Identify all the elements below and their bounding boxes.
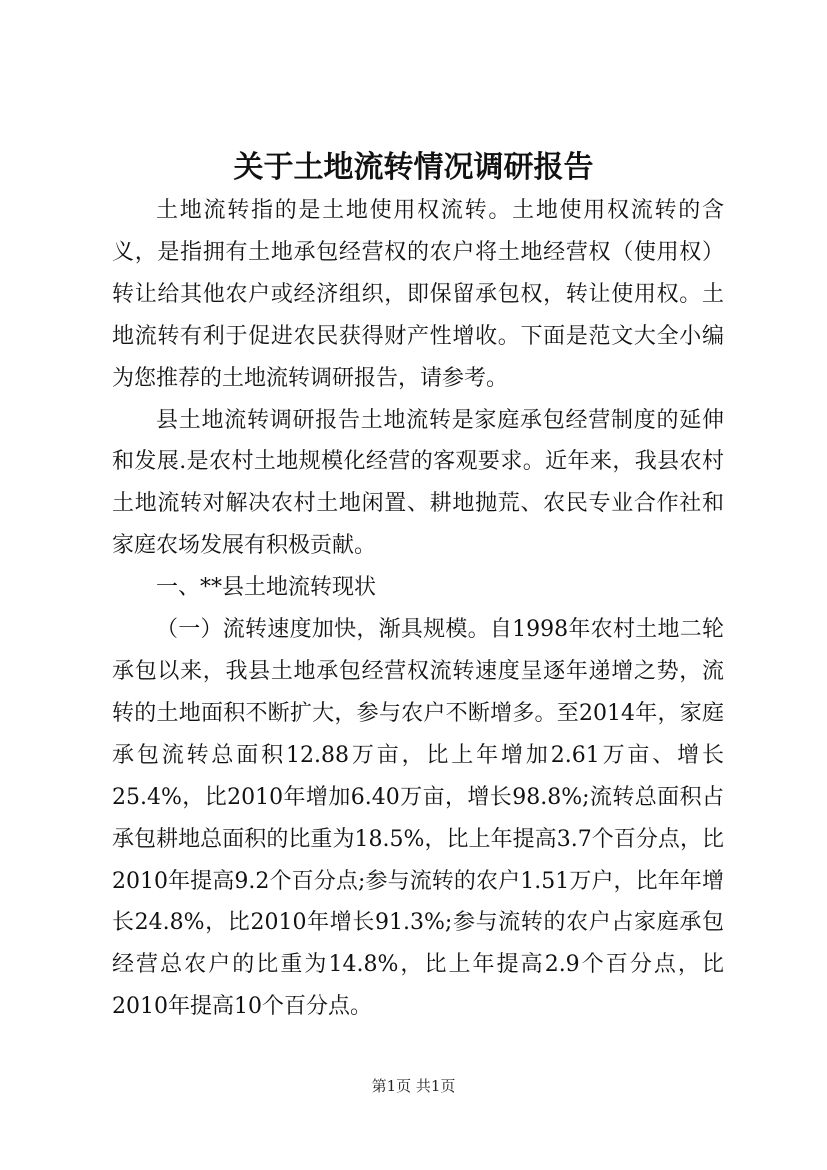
paragraph-intro: 土地流转指的是土地使用权流转。土地使用权流转的含义，是指拥有土地承包经营权的农户将土地经营权（使用权）转让给其他农户或经济组织，即保留承包权，转让使用权。土地流转有利于促进农民获得财产性增收。下面是范文大全小编为您推荐的土地流转调研报告，请参考。 [112, 198, 724, 391]
document-body [112, 190, 724, 1028]
paragraph-summary: 县土地流转调研报告土地流转是家庭承包经营制度的延伸和发展.是农村土地规模化经营的客观要求。近年来，我县农村土地流转对解决农村土地闲置、耕地抛荒、农民专业合作社和家庭农场发展有积极贡献。 [112, 407, 724, 559]
document-title: 关于土地流转情况调研报告 [233, 150, 594, 185]
section-heading: 一、**县土地流转现状 [156, 575, 377, 601]
page-footer: 第1页 共1页 [371, 1077, 456, 1095]
paragraph-status: （一）流转速度加快，渐具规模。自1998年农村土地二轮承包以来，我县土地承包经营权流转速度呈逐年递增之势，流转的土地面积不断扩大，参与农户不断增多。至2014年，家庭承包流转总面积12.88万亩，比上年增加2.61万亩、增长25.4%，比2010年增加6.40万亩，增长98.8%;流转总面积占承包耕地总面积的比重为18.5%，比上年提高3.7个百分点，比2010年提高9.2个百分点;参与流转的农户1.51万户，比年年增长24.8%，比2010年增长91.3%;参与流转的农户占家庭承包经营总农户的比重为14.8%，比上年提高2.9个百分点，比2010年提高10个百分点。 [112, 617, 724, 1020]
